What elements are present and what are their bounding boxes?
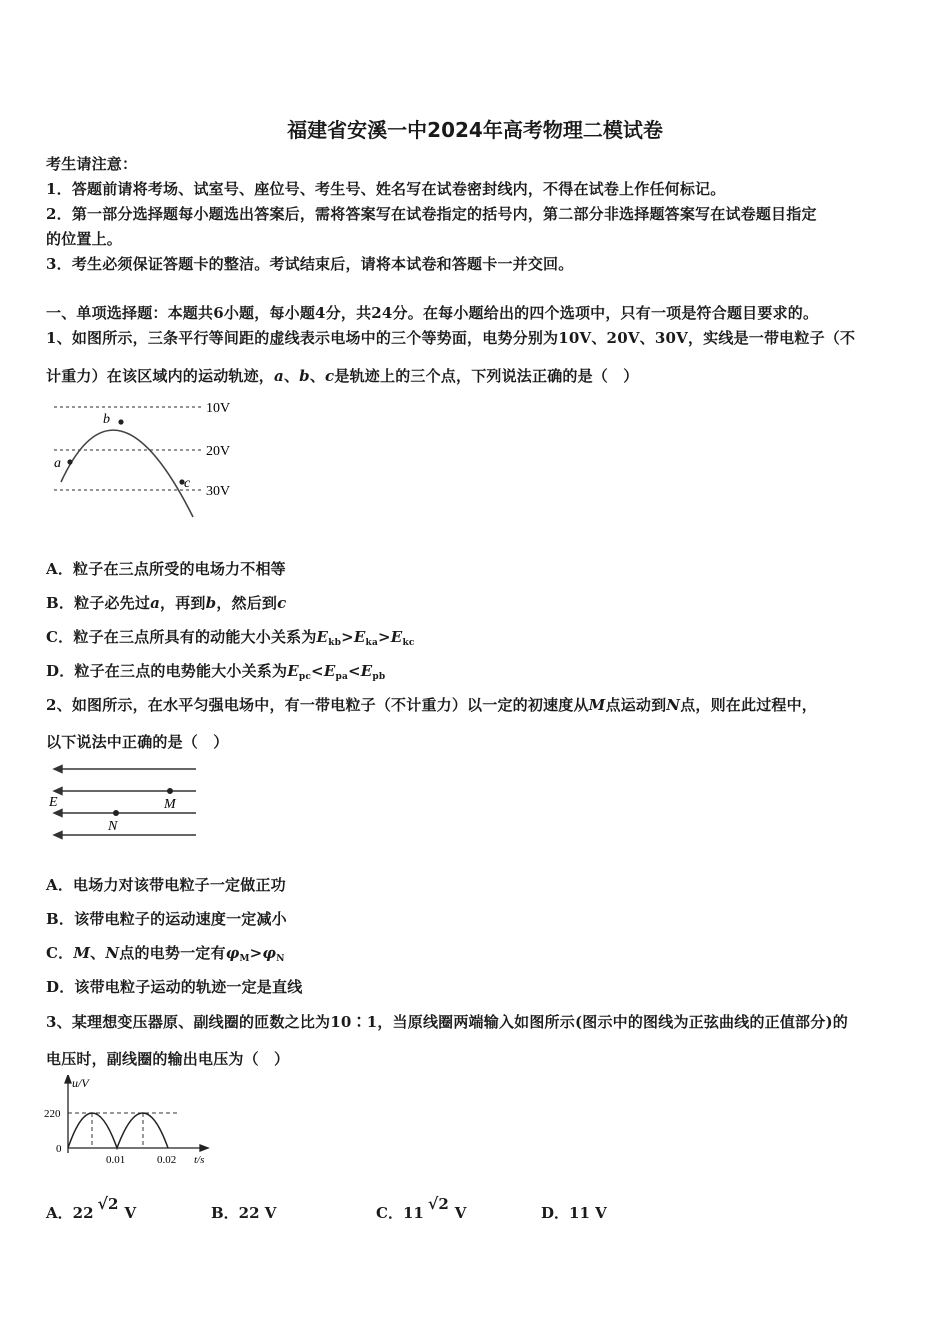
q1-option-d: D．粒子在三点的电势能大小关系为$E_{pc}<E_{pa}<E_{pb}$ bbox=[46, 662, 386, 682]
notice-item-2-cont: 的位置上。 bbox=[46, 230, 123, 248]
q1-figure bbox=[46, 395, 246, 520]
label-30v: 30V bbox=[206, 484, 231, 499]
arrowhead-3 bbox=[54, 810, 62, 817]
point-b bbox=[118, 419, 123, 424]
q1-stem-line2: 计重力）在该区域内的运动轨迹，a、b、c是轨迹上的三个点，下列说法正确的是（ ） bbox=[46, 367, 639, 385]
label-10v: 10V bbox=[206, 401, 231, 416]
point-a bbox=[67, 459, 72, 464]
x-axis-arrow bbox=[200, 1145, 208, 1151]
label-c: c bbox=[184, 476, 191, 491]
point-m bbox=[167, 788, 173, 794]
label-b: b bbox=[103, 412, 110, 427]
q2-option-c: C．M、N点的电势一定有$\varphi_M>\varphi_N$ bbox=[46, 944, 285, 964]
y-axis-label: u/V bbox=[72, 1076, 89, 1090]
q2-stem-line1: 2、如图所示，在水平匀强电场中，有一带电粒子（不计重力）以一定的初速度从M点运动到N点，则在此过程中， bbox=[46, 696, 818, 714]
arrowhead-2 bbox=[54, 788, 62, 795]
q3-option-b: B．22 V bbox=[211, 1204, 277, 1222]
label-n: N bbox=[108, 819, 118, 834]
q2-option-b: B．该带电粒子的运动速度一定减小 bbox=[46, 910, 287, 928]
q3-option-a: A．22√ 2 V bbox=[46, 1202, 136, 1223]
trajectory bbox=[61, 430, 193, 517]
point-n bbox=[113, 810, 119, 816]
arrowhead-1 bbox=[54, 766, 62, 773]
q1-option-a: A．粒子在三点所受的电场力不相等 bbox=[46, 560, 286, 578]
notice-item-3: 3．考生必须保证答题卡的整洁。考试结束后，请将本试卷和答题卡一并交回。 bbox=[46, 255, 574, 273]
q1-stem-line1: 1、如图所示，三条平行等间距的虚线表示电场中的三个等势面，电势分别为10V、20V、30V，实线是一带电粒子（不 bbox=[46, 329, 856, 347]
q2-option-d: D．该带电粒子运动的轨迹一定是直线 bbox=[46, 978, 303, 996]
q3-stem-line1: 3、某理想变压器原、副线圈的匝数之比为10∶1，当原线圈两端输入如图所示(图示中的图线为正弦曲线的正值部分)的 bbox=[46, 1013, 848, 1031]
q1-option-b: B．粒子必先过a，再到b，然后到c bbox=[46, 594, 287, 612]
section-heading: 一、单项选择题：本题共6小题，每小题4分，共24分。在每小题给出的四个选项中，只有一项是符合题目要求的。 bbox=[46, 304, 819, 322]
q1-option-c: C．粒子在三点所具有的动能大小关系为$E_{kb}>E_{ka}>E_{kc}$ bbox=[46, 628, 415, 648]
q3-option-c: C．11√ 2 V bbox=[376, 1202, 466, 1223]
label-e: E bbox=[49, 795, 58, 810]
label-20v: 20V bbox=[206, 444, 231, 459]
q3-option-d: D．11 V bbox=[541, 1204, 607, 1222]
q2-option-a: A．电场力对该带电粒子一定做正功 bbox=[46, 876, 286, 894]
x-tick-002: 0.02 bbox=[157, 1154, 177, 1166]
x-tick-001: 0.01 bbox=[106, 1154, 126, 1166]
q2-figure bbox=[46, 760, 206, 845]
voltage-curve bbox=[68, 1113, 168, 1148]
x-axis-label: t/s bbox=[194, 1154, 205, 1166]
origin-label: 0 bbox=[56, 1143, 62, 1155]
page-title: 福建省安溪一中2024年高考物理二模试卷 bbox=[287, 118, 663, 142]
y-axis-arrow bbox=[65, 1075, 71, 1083]
q3-stem-line2: 电压时，副线圈的输出电压为（ ） bbox=[46, 1050, 290, 1068]
q3-figure bbox=[40, 1075, 220, 1170]
label-a: a bbox=[54, 456, 61, 471]
notice-item-2: 2．第一部分选择题每小题选出答案后，需将答案写在试卷指定的括号内，第二部分非选择题答案写在试卷题目指定 bbox=[46, 205, 817, 223]
notice-item-1: 1．答题前请将考场、试室号、座位号、考生号、姓名写在试卷密封线内，不得在试卷上作任何标记。 bbox=[46, 180, 726, 198]
arrowhead-4 bbox=[54, 832, 62, 839]
q2-stem-line2: 以下说法中正确的是（ ） bbox=[46, 733, 229, 751]
y-tick-220: 220 bbox=[44, 1108, 61, 1120]
notice-heading: 考生请注意： bbox=[46, 155, 138, 173]
label-m: M bbox=[164, 797, 176, 812]
